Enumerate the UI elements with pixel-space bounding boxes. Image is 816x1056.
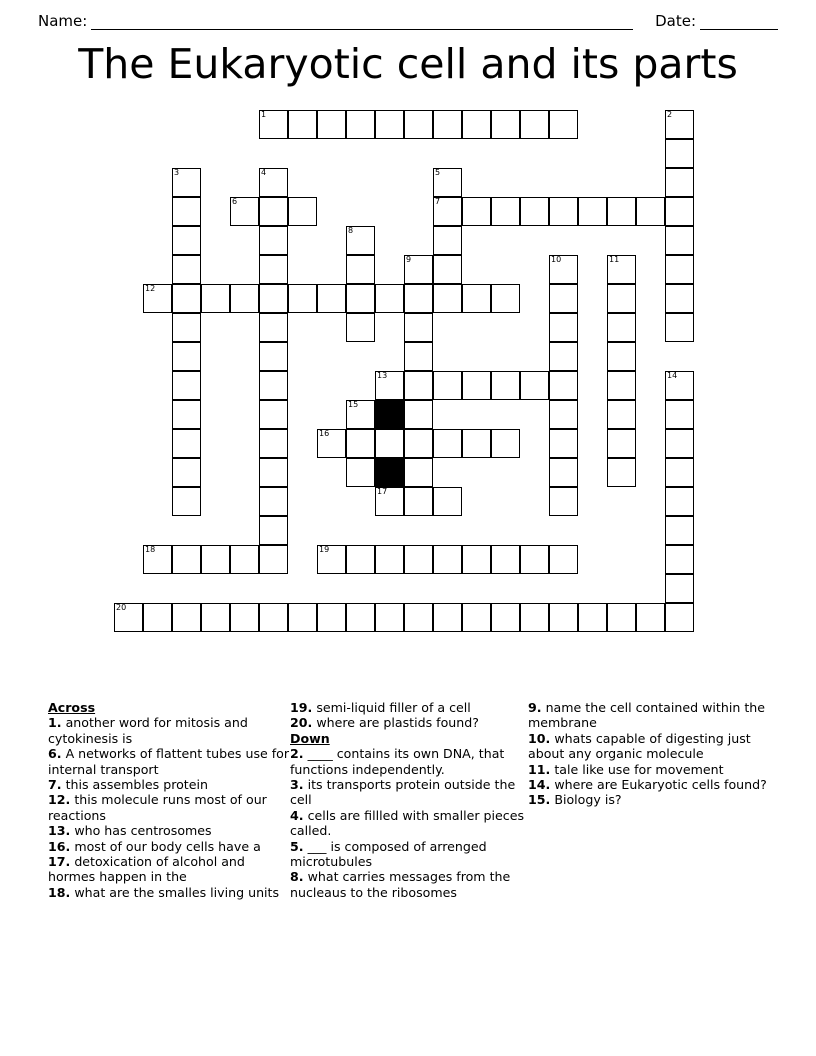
grid-cell[interactable] bbox=[665, 168, 694, 197]
grid-cell[interactable] bbox=[201, 284, 230, 313]
clue-number: 5. bbox=[290, 838, 304, 854]
grid-cell[interactable] bbox=[433, 429, 462, 458]
clue-text: most of our body cells have a bbox=[70, 838, 261, 854]
grid-cell[interactable] bbox=[549, 603, 578, 632]
across-clue-18 bbox=[48, 885, 290, 900]
clue-number: 7. bbox=[48, 777, 62, 793]
down-clue-14 bbox=[528, 777, 778, 792]
across-clue-1 bbox=[48, 715, 290, 746]
grid-cell[interactable] bbox=[143, 545, 172, 574]
grid-cell[interactable] bbox=[346, 284, 375, 313]
grid-cell[interactable] bbox=[404, 371, 433, 400]
grid-cell-number: 2 bbox=[667, 110, 673, 119]
grid-cell[interactable] bbox=[172, 197, 201, 226]
grid-cell[interactable] bbox=[172, 284, 201, 313]
grid-cell[interactable] bbox=[491, 371, 520, 400]
grid-cell[interactable] bbox=[404, 429, 433, 458]
grid-cell-number: 9 bbox=[406, 255, 412, 264]
down-clue-list-part1 bbox=[290, 746, 528, 900]
across-clue-17 bbox=[48, 854, 290, 885]
grid-cell[interactable] bbox=[259, 487, 288, 516]
grid-block-cell bbox=[375, 400, 404, 429]
clue-number: 9. bbox=[528, 700, 542, 715]
grid-cell[interactable] bbox=[259, 110, 288, 139]
grid-cell[interactable] bbox=[404, 313, 433, 342]
grid-cell[interactable] bbox=[317, 603, 346, 632]
grid-cell[interactable] bbox=[665, 371, 694, 400]
grid-cell[interactable] bbox=[404, 458, 433, 487]
clue-number: 15. bbox=[528, 792, 551, 808]
grid-cell[interactable] bbox=[665, 574, 694, 603]
clue-number: 20. bbox=[290, 715, 313, 731]
across-clue-20 bbox=[290, 715, 528, 730]
grid-cell[interactable] bbox=[375, 429, 404, 458]
grid-cell-number: 1 bbox=[261, 110, 267, 119]
down-heading: Down bbox=[290, 730, 330, 746]
grid-cell[interactable] bbox=[520, 603, 549, 632]
grid-cell[interactable] bbox=[549, 487, 578, 516]
grid-cell[interactable] bbox=[230, 545, 259, 574]
grid-cell[interactable] bbox=[259, 197, 288, 226]
clue-text: this molecule runs most of our reactions bbox=[48, 792, 267, 823]
grid-cell[interactable] bbox=[259, 313, 288, 342]
grid-cell[interactable] bbox=[172, 545, 201, 574]
grid-cell-number: 14 bbox=[667, 371, 678, 380]
grid-cell[interactable] bbox=[288, 197, 317, 226]
worksheet-header bbox=[0, 4, 816, 30]
across-heading: Across bbox=[48, 700, 96, 715]
grid-cell-number: 12 bbox=[145, 284, 156, 293]
grid-cell[interactable] bbox=[607, 603, 636, 632]
grid-cell[interactable] bbox=[607, 342, 636, 371]
grid-cell[interactable] bbox=[433, 371, 462, 400]
grid-cell[interactable] bbox=[375, 545, 404, 574]
clues-column-1 bbox=[48, 700, 290, 900]
grid-cell[interactable] bbox=[433, 255, 462, 284]
clue-text: its transports protein outside the cell bbox=[290, 777, 516, 808]
date-write-line[interactable] bbox=[700, 16, 778, 30]
grid-cell[interactable] bbox=[317, 545, 346, 574]
grid-cell[interactable] bbox=[665, 110, 694, 139]
grid-cell[interactable] bbox=[491, 197, 520, 226]
grid-cell[interactable] bbox=[607, 458, 636, 487]
grid-cell[interactable] bbox=[665, 400, 694, 429]
grid-cell[interactable] bbox=[549, 342, 578, 371]
clue-text: tale like use for movement bbox=[550, 761, 724, 777]
grid-cell[interactable] bbox=[143, 603, 172, 632]
grid-cell[interactable] bbox=[549, 371, 578, 400]
name-label: Name: bbox=[38, 12, 88, 30]
grid-cell[interactable] bbox=[172, 400, 201, 429]
grid-cell[interactable] bbox=[201, 603, 230, 632]
grid-cell[interactable] bbox=[462, 197, 491, 226]
grid-cell[interactable] bbox=[230, 603, 259, 632]
clues-column-2 bbox=[290, 700, 528, 900]
grid-cell[interactable] bbox=[375, 371, 404, 400]
grid-cell[interactable] bbox=[665, 545, 694, 574]
grid-cell[interactable] bbox=[433, 197, 462, 226]
clue-text: cells are fillled with smaller pieces called. bbox=[290, 807, 525, 839]
grid-cell[interactable] bbox=[259, 342, 288, 371]
grid-cell[interactable] bbox=[607, 429, 636, 458]
grid-cell[interactable] bbox=[578, 197, 607, 226]
grid-cell[interactable] bbox=[259, 284, 288, 313]
grid-cell[interactable] bbox=[375, 603, 404, 632]
grid-cell[interactable] bbox=[346, 458, 375, 487]
grid-cell[interactable] bbox=[375, 110, 404, 139]
date-label: Date: bbox=[655, 12, 696, 30]
grid-cell[interactable] bbox=[665, 487, 694, 516]
grid-cell[interactable] bbox=[404, 545, 433, 574]
grid-cell[interactable] bbox=[636, 197, 665, 226]
grid-cell[interactable] bbox=[491, 284, 520, 313]
grid-cell[interactable] bbox=[375, 284, 404, 313]
grid-cell[interactable] bbox=[230, 197, 259, 226]
grid-cell[interactable] bbox=[607, 400, 636, 429]
clues-column-3 bbox=[528, 700, 778, 808]
clue-number: 18. bbox=[48, 884, 71, 900]
clue-text: what carries messages from the nucleaus to the ribosomes bbox=[290, 869, 511, 900]
grid-cell[interactable] bbox=[317, 284, 346, 313]
clue-text: detoxication of alcohol and hormes happen in the bbox=[48, 854, 245, 885]
grid-cell[interactable] bbox=[433, 110, 462, 139]
clue-number: 10. bbox=[528, 730, 551, 746]
grid-cell[interactable] bbox=[549, 545, 578, 574]
grid-cell-number: 7 bbox=[435, 197, 441, 206]
grid-cell-number: 13 bbox=[377, 371, 388, 380]
grid-cell[interactable] bbox=[462, 110, 491, 139]
grid-cell[interactable] bbox=[520, 197, 549, 226]
grid-cell[interactable] bbox=[462, 429, 491, 458]
grid-cell[interactable] bbox=[259, 255, 288, 284]
grid-cell[interactable] bbox=[346, 255, 375, 284]
across-clue-6 bbox=[48, 746, 290, 777]
name-write-line[interactable] bbox=[91, 16, 633, 30]
clue-text: whats capable of digesting just about any organic molecule bbox=[528, 730, 751, 762]
grid-cell[interactable] bbox=[404, 400, 433, 429]
grid-cell[interactable] bbox=[665, 458, 694, 487]
grid-cell[interactable] bbox=[317, 110, 346, 139]
grid-cell-number: 5 bbox=[435, 168, 441, 177]
grid-cell[interactable] bbox=[346, 400, 375, 429]
grid-cell[interactable] bbox=[433, 487, 462, 516]
grid-cell-number: 11 bbox=[609, 255, 620, 264]
grid-cell[interactable] bbox=[665, 313, 694, 342]
grid-cell[interactable] bbox=[578, 603, 607, 632]
grid-cell[interactable] bbox=[172, 487, 201, 516]
grid-cell[interactable] bbox=[346, 603, 375, 632]
grid-block-cell bbox=[375, 458, 404, 487]
grid-cell[interactable] bbox=[317, 429, 346, 458]
grid-cell[interactable] bbox=[549, 255, 578, 284]
down-clue-8 bbox=[290, 869, 528, 900]
grid-cell-number: 15 bbox=[348, 400, 359, 409]
grid-cell[interactable] bbox=[346, 429, 375, 458]
grid-cell[interactable] bbox=[665, 139, 694, 168]
clue-text: another word for mitosis and cytokinesis is bbox=[48, 715, 248, 746]
grid-cell[interactable] bbox=[259, 400, 288, 429]
grid-cell[interactable] bbox=[201, 545, 230, 574]
grid-cell[interactable] bbox=[462, 603, 491, 632]
grid-cell[interactable] bbox=[172, 313, 201, 342]
grid-cell-number: 10 bbox=[551, 255, 562, 264]
grid-cell[interactable] bbox=[259, 545, 288, 574]
grid-cell[interactable] bbox=[549, 429, 578, 458]
grid-cell[interactable] bbox=[172, 458, 201, 487]
grid-cell[interactable] bbox=[346, 545, 375, 574]
grid-cell-number: 19 bbox=[319, 545, 330, 554]
grid-cell[interactable] bbox=[259, 458, 288, 487]
clue-number: 13. bbox=[48, 823, 71, 839]
grid-cell[interactable] bbox=[520, 371, 549, 400]
clue-text: ____ contains its own DNA, that functions independently. bbox=[290, 746, 505, 777]
grid-cell[interactable] bbox=[172, 226, 201, 255]
grid-cell[interactable] bbox=[433, 545, 462, 574]
grid-cell[interactable] bbox=[607, 313, 636, 342]
down-clue-5 bbox=[290, 839, 528, 870]
clue-number: 2. bbox=[290, 746, 304, 762]
grid-cell[interactable] bbox=[259, 516, 288, 545]
clue-number: 1. bbox=[48, 715, 62, 731]
grid-cell[interactable] bbox=[346, 110, 375, 139]
clue-number: 16. bbox=[48, 838, 71, 854]
grid-cell[interactable] bbox=[549, 400, 578, 429]
grid-cell[interactable] bbox=[288, 110, 317, 139]
down-clue-11 bbox=[528, 762, 778, 777]
across-clue-16 bbox=[48, 839, 290, 854]
across-clue-12 bbox=[48, 792, 290, 823]
grid-cell[interactable] bbox=[404, 110, 433, 139]
grid-cell-number: 3 bbox=[174, 168, 180, 177]
grid-cell[interactable] bbox=[607, 255, 636, 284]
grid-cell[interactable] bbox=[665, 429, 694, 458]
clue-text: where are plastids found? bbox=[312, 715, 479, 731]
grid-cell[interactable] bbox=[665, 255, 694, 284]
grid-cell-number: 4 bbox=[261, 168, 267, 177]
grid-cell[interactable] bbox=[404, 603, 433, 632]
grid-cell[interactable] bbox=[665, 284, 694, 313]
across-clue-list-part1 bbox=[48, 715, 290, 900]
grid-cell[interactable] bbox=[288, 284, 317, 313]
grid-cell[interactable] bbox=[607, 371, 636, 400]
grid-cell[interactable] bbox=[520, 545, 549, 574]
down-clue-10 bbox=[528, 731, 778, 762]
grid-cell[interactable] bbox=[549, 197, 578, 226]
grid-cell[interactable] bbox=[491, 545, 520, 574]
grid-cell[interactable] bbox=[346, 226, 375, 255]
grid-cell[interactable] bbox=[549, 313, 578, 342]
grid-cell[interactable] bbox=[259, 168, 288, 197]
grid-cell[interactable] bbox=[404, 255, 433, 284]
clue-text: A networks of flattent tubes use for internal transport bbox=[48, 746, 290, 777]
grid-cell[interactable] bbox=[114, 603, 143, 632]
grid-cell[interactable] bbox=[433, 603, 462, 632]
clue-number: 6. bbox=[48, 746, 62, 762]
grid-cell[interactable] bbox=[346, 313, 375, 342]
grid-cell[interactable] bbox=[549, 284, 578, 313]
clue-text: Biology is? bbox=[550, 792, 622, 808]
clue-number: 8. bbox=[290, 869, 304, 885]
clue-text: who has centrosomes bbox=[70, 823, 212, 839]
clue-text: name the cell contained within the membrane bbox=[528, 700, 765, 731]
grid-cell[interactable] bbox=[404, 487, 433, 516]
across-clue-19 bbox=[290, 700, 528, 715]
clue-text: ___ is composed of arrenged microtubules bbox=[290, 838, 487, 870]
clue-number: 4. bbox=[290, 807, 304, 823]
grid-cell[interactable] bbox=[549, 110, 578, 139]
clue-text: semi-liquid filler of a cell bbox=[312, 700, 471, 715]
clue-number: 17. bbox=[48, 854, 71, 870]
grid-cell[interactable] bbox=[404, 342, 433, 371]
grid-cell[interactable] bbox=[462, 545, 491, 574]
clue-number: 14. bbox=[528, 777, 551, 793]
clue-number: 19. bbox=[290, 700, 313, 715]
grid-cell[interactable] bbox=[172, 371, 201, 400]
across-clue-13 bbox=[48, 823, 290, 838]
grid-cell[interactable] bbox=[433, 226, 462, 255]
down-clue-4 bbox=[290, 808, 528, 839]
grid-cell[interactable] bbox=[172, 168, 201, 197]
down-clue-2 bbox=[290, 746, 528, 777]
grid-cell[interactable] bbox=[607, 197, 636, 226]
clues-container bbox=[48, 700, 778, 900]
grid-cell[interactable] bbox=[665, 226, 694, 255]
grid-cell[interactable] bbox=[375, 487, 404, 516]
grid-cell[interactable] bbox=[259, 429, 288, 458]
grid-cell-number: 18 bbox=[145, 545, 156, 554]
grid-cell[interactable] bbox=[491, 110, 520, 139]
clue-number: 11. bbox=[528, 761, 551, 777]
grid-cell-number: 6 bbox=[232, 197, 238, 206]
grid-cell[interactable] bbox=[549, 458, 578, 487]
clue-text: where are Eukaryotic cells found? bbox=[550, 777, 767, 793]
down-clue-15 bbox=[528, 792, 778, 807]
grid-cell-number: 20 bbox=[116, 603, 127, 612]
grid-cell[interactable] bbox=[433, 168, 462, 197]
down-clue-3 bbox=[290, 777, 528, 808]
grid-cell[interactable] bbox=[172, 255, 201, 284]
clue-text: what are the smalles living units bbox=[70, 884, 280, 900]
clue-number: 12. bbox=[48, 792, 71, 808]
grid-cell[interactable] bbox=[520, 110, 549, 139]
grid-cell-number: 16 bbox=[319, 429, 330, 438]
grid-cell[interactable] bbox=[665, 197, 694, 226]
grid-cell[interactable] bbox=[172, 342, 201, 371]
page-title: The Eukaryotic cell and its parts bbox=[78, 40, 738, 88]
grid-cell-number: 17 bbox=[377, 487, 388, 496]
down-clue-9 bbox=[528, 700, 778, 731]
grid-cell[interactable] bbox=[491, 429, 520, 458]
grid-cell[interactable] bbox=[259, 371, 288, 400]
grid-cell[interactable] bbox=[491, 603, 520, 632]
grid-cell[interactable] bbox=[172, 603, 201, 632]
grid-cell[interactable] bbox=[172, 429, 201, 458]
grid-cell[interactable] bbox=[462, 284, 491, 313]
grid-cell[interactable] bbox=[288, 603, 317, 632]
clue-text: this assembles protein bbox=[61, 777, 208, 793]
grid-cell[interactable] bbox=[433, 284, 462, 313]
across-clue-7 bbox=[48, 777, 290, 792]
grid-cell[interactable] bbox=[607, 284, 636, 313]
grid-cell[interactable] bbox=[636, 603, 665, 632]
grid-cell[interactable] bbox=[665, 516, 694, 545]
down-clue-list-part2 bbox=[528, 700, 778, 808]
grid-cell[interactable] bbox=[143, 284, 172, 313]
grid-cell[interactable] bbox=[404, 284, 433, 313]
grid-cell[interactable] bbox=[259, 226, 288, 255]
grid-cell-number: 8 bbox=[348, 226, 354, 235]
grid-cell[interactable] bbox=[230, 284, 259, 313]
grid-cell[interactable] bbox=[462, 371, 491, 400]
grid-cell[interactable] bbox=[259, 603, 288, 632]
grid-cell[interactable] bbox=[665, 603, 694, 632]
across-clue-list-part2 bbox=[290, 700, 528, 731]
clue-number: 3. bbox=[290, 777, 304, 793]
crossword-grid[interactable] bbox=[114, 110, 698, 632]
